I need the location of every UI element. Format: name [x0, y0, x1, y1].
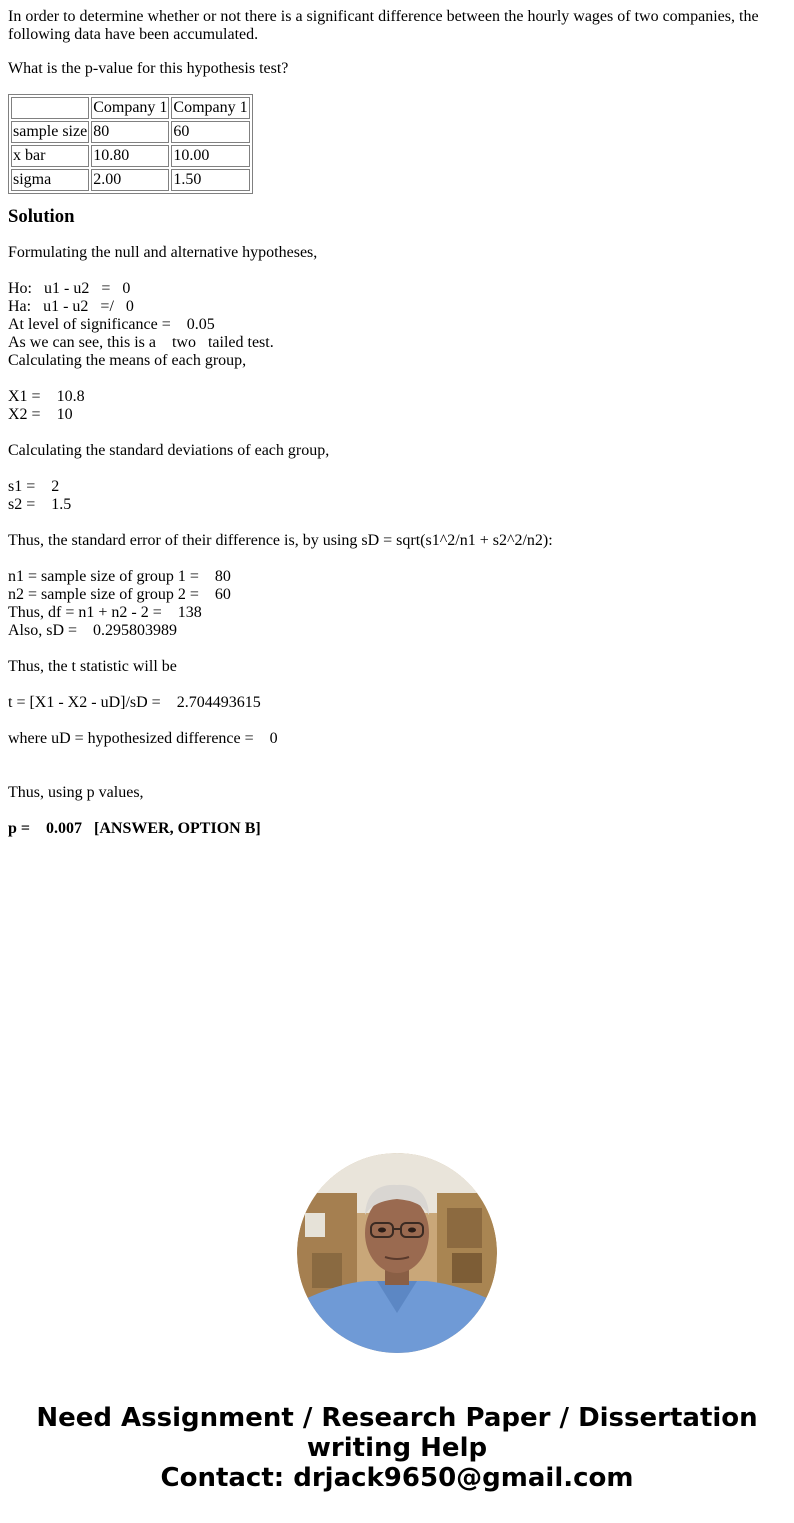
question-intro: In order to determine whether or not there is a significant difference between the hourly wages of two companies, the following data have been accumulated. — [8, 8, 759, 43]
table-cell: 1.50 — [171, 169, 249, 191]
solution-line: X2 = 10 — [8, 406, 73, 423]
solution-line: Calculating the means of each group, — [8, 352, 247, 369]
solution-line: Ha: u1 - u2 =/ 0 — [8, 298, 134, 315]
solution-heading: Solution — [8, 206, 75, 227]
banner-line: writing Help — [306, 1433, 488, 1463]
table-cell: 10.00 — [171, 145, 249, 167]
author-avatar — [297, 1153, 497, 1353]
solution-line: As we can see, this is a two tailed test. — [8, 334, 274, 351]
solution-line: where uD = hypothesized difference = 0 — [8, 730, 278, 747]
solution-line: Also, sD = 0.295803989 — [8, 622, 178, 639]
solution-line: Thus, the standard error of their difference is, by using sD = sqrt(s1^2/n1 + s2^2/n2): — [8, 532, 553, 549]
table-cell: 60 — [171, 121, 249, 143]
banner-line: Need Assignment / Research Paper / Dissertation — [36, 1403, 758, 1433]
table-header-cell: Company 1 — [91, 97, 169, 119]
solution-body — [8, 244, 786, 838]
table-cell: sample size — [11, 121, 89, 143]
solution-line: Thus, the t statistic will be — [8, 658, 177, 675]
solution-line: s1 = 2 — [8, 478, 60, 495]
table-row — [11, 121, 250, 143]
contact-email: Contact: drjack9650@gmail.com — [160, 1463, 634, 1493]
question-prompt: What is the p-value for this hypothesis test? — [8, 60, 289, 77]
table-header-row — [11, 97, 250, 119]
table-header-cell: Company 1 — [171, 97, 249, 119]
question-content — [8, 8, 786, 837]
solution-line: At level of significance = 0.05 — [8, 316, 215, 333]
solution-line: n2 = sample size of group 2 = 60 — [8, 586, 231, 603]
data-table — [8, 94, 253, 194]
contact-banner — [0, 1403, 794, 1493]
solution-line: Thus, using p values, — [8, 784, 144, 801]
table-header-cell — [11, 97, 89, 119]
solution-line: X1 = 10.8 — [8, 388, 85, 405]
table-cell: x bar — [11, 145, 89, 167]
table-row — [11, 145, 250, 167]
table-cell: sigma — [11, 169, 89, 191]
solution-line: t = [X1 - X2 - uD]/sD = 2.704493615 — [8, 694, 261, 711]
solution-line: Thus, df = n1 + n2 - 2 = 138 — [8, 604, 202, 621]
solution-line: Ho: u1 - u2 = 0 — [8, 280, 131, 297]
solution-line: Calculating the standard deviations of each group, — [8, 442, 330, 459]
table-cell: 10.80 — [91, 145, 169, 167]
table-cell: 2.00 — [91, 169, 169, 191]
author-photo-illustration — [297, 1153, 497, 1353]
table-cell: 80 — [91, 121, 169, 143]
solution-line: Formulating the null and alternative hypotheses, — [8, 244, 318, 261]
solution-line: s2 = 1.5 — [8, 496, 72, 513]
answer-line: p = 0.007 [ANSWER, OPTION B] — [8, 820, 261, 837]
table-row — [11, 169, 250, 191]
solution-line: n1 = sample size of group 1 = 80 — [8, 568, 231, 585]
